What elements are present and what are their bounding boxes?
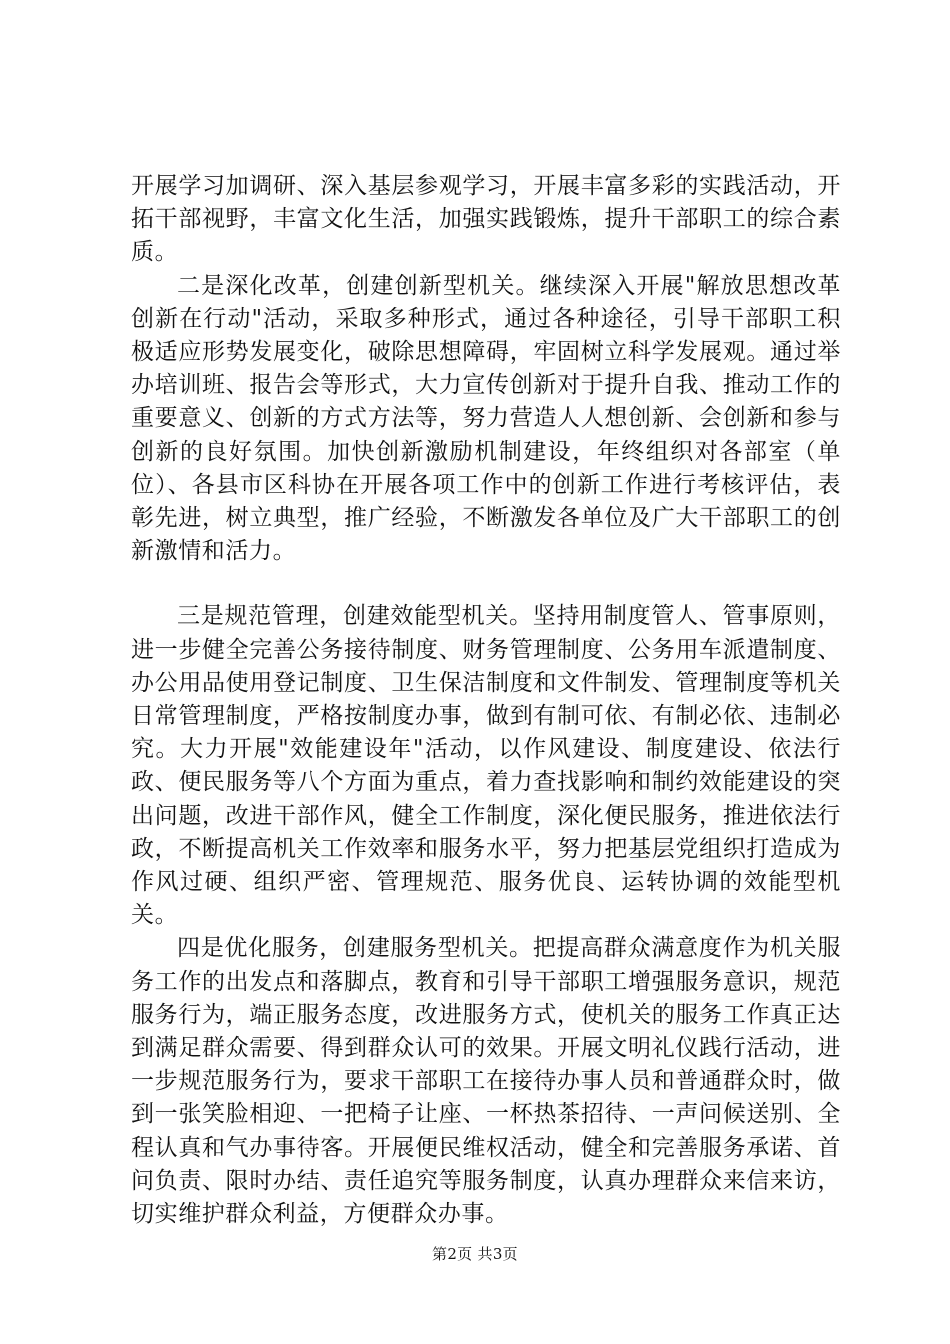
paragraph-innovation: 二是深化改革，创建创新型机关。继续深入开展"解放思想改革创新在行动"活动，采取多种形式，通过各种途径，引导干部职工积极适应形势发展变化，破除思想障碍，牢固树立科学发展观。通过举办培训班、报告会等形式，大力宣传创新对于提升自我、推动工作的重要意义、创新的方式方法等，努力营造人人想创新、会创新和参与创新的良好氛围。加快创新激励机制建设，年终组织对各部室（单位）、各县市区科协在开展各项工作中的创新工作进行考核评估，表彰先进，树立典型，推广经验，不断激发各单位及广大干部职工的创新激情和活力。: [131, 272, 841, 565]
page-number-footer: 第2页 共3页: [432, 1245, 518, 1263]
paragraph-service: 四是优化服务，创建服务型机关。把提高群众满意度作为机关服务工作的出发点和落脚点，教育和引导干部职工增强服务意识，规范服务行为，端正服务态度，改进服务方式，使机关的服务工作真正达到满足群众需要、得到群众认可的效果。开展文明礼仪践行活动，进一步规范服务行为，要求干部职工在接待办事人员和普通群众时，做到一张笑脸相迎、一把椅子让座、一杯热茶招待、一声问候送别、全程认真和气办事待客。开展便民维权活动，健全和完善服务承诺、首问负责、限时办结、责任追究等服务制度，认真办理群众来信来访，切实维护群众利益，方便群众办事。: [131, 935, 841, 1228]
paragraph-efficiency: 三是规范管理，创建效能型机关。坚持用制度管人、管事原则，进一步健全完善公务接待制度、财务管理制度、公务用车派遣制度、办公用品使用登记制度、卫生保洁制度和文件制发、管理制度等机关日常管理制度，严格按制度办事，做到有制可依、有制必依、违制必究。大力开展"效能建设年"活动，以作风建设、制度建设、依法行政、便民服务等八个方面为重点，着力查找影响和制约效能建设的突出问题，改进干部作风，健全工作制度，深化便民服务，推进依法行政，不断提高机关工作效率和服务水平，努力把基层党组织打造成为作风过硬、组织严密、管理规范、服务优良、运转协调的效能型机关。: [131, 603, 841, 929]
document-body: [131, 170, 841, 1231]
paragraph-continuation: 开展学习加调研、深入基层参观学习，开展丰富多彩的实践活动，开拓干部视野，丰富文化生活，加强实践锻炼，提升干部职工的综合素质。: [131, 173, 841, 266]
